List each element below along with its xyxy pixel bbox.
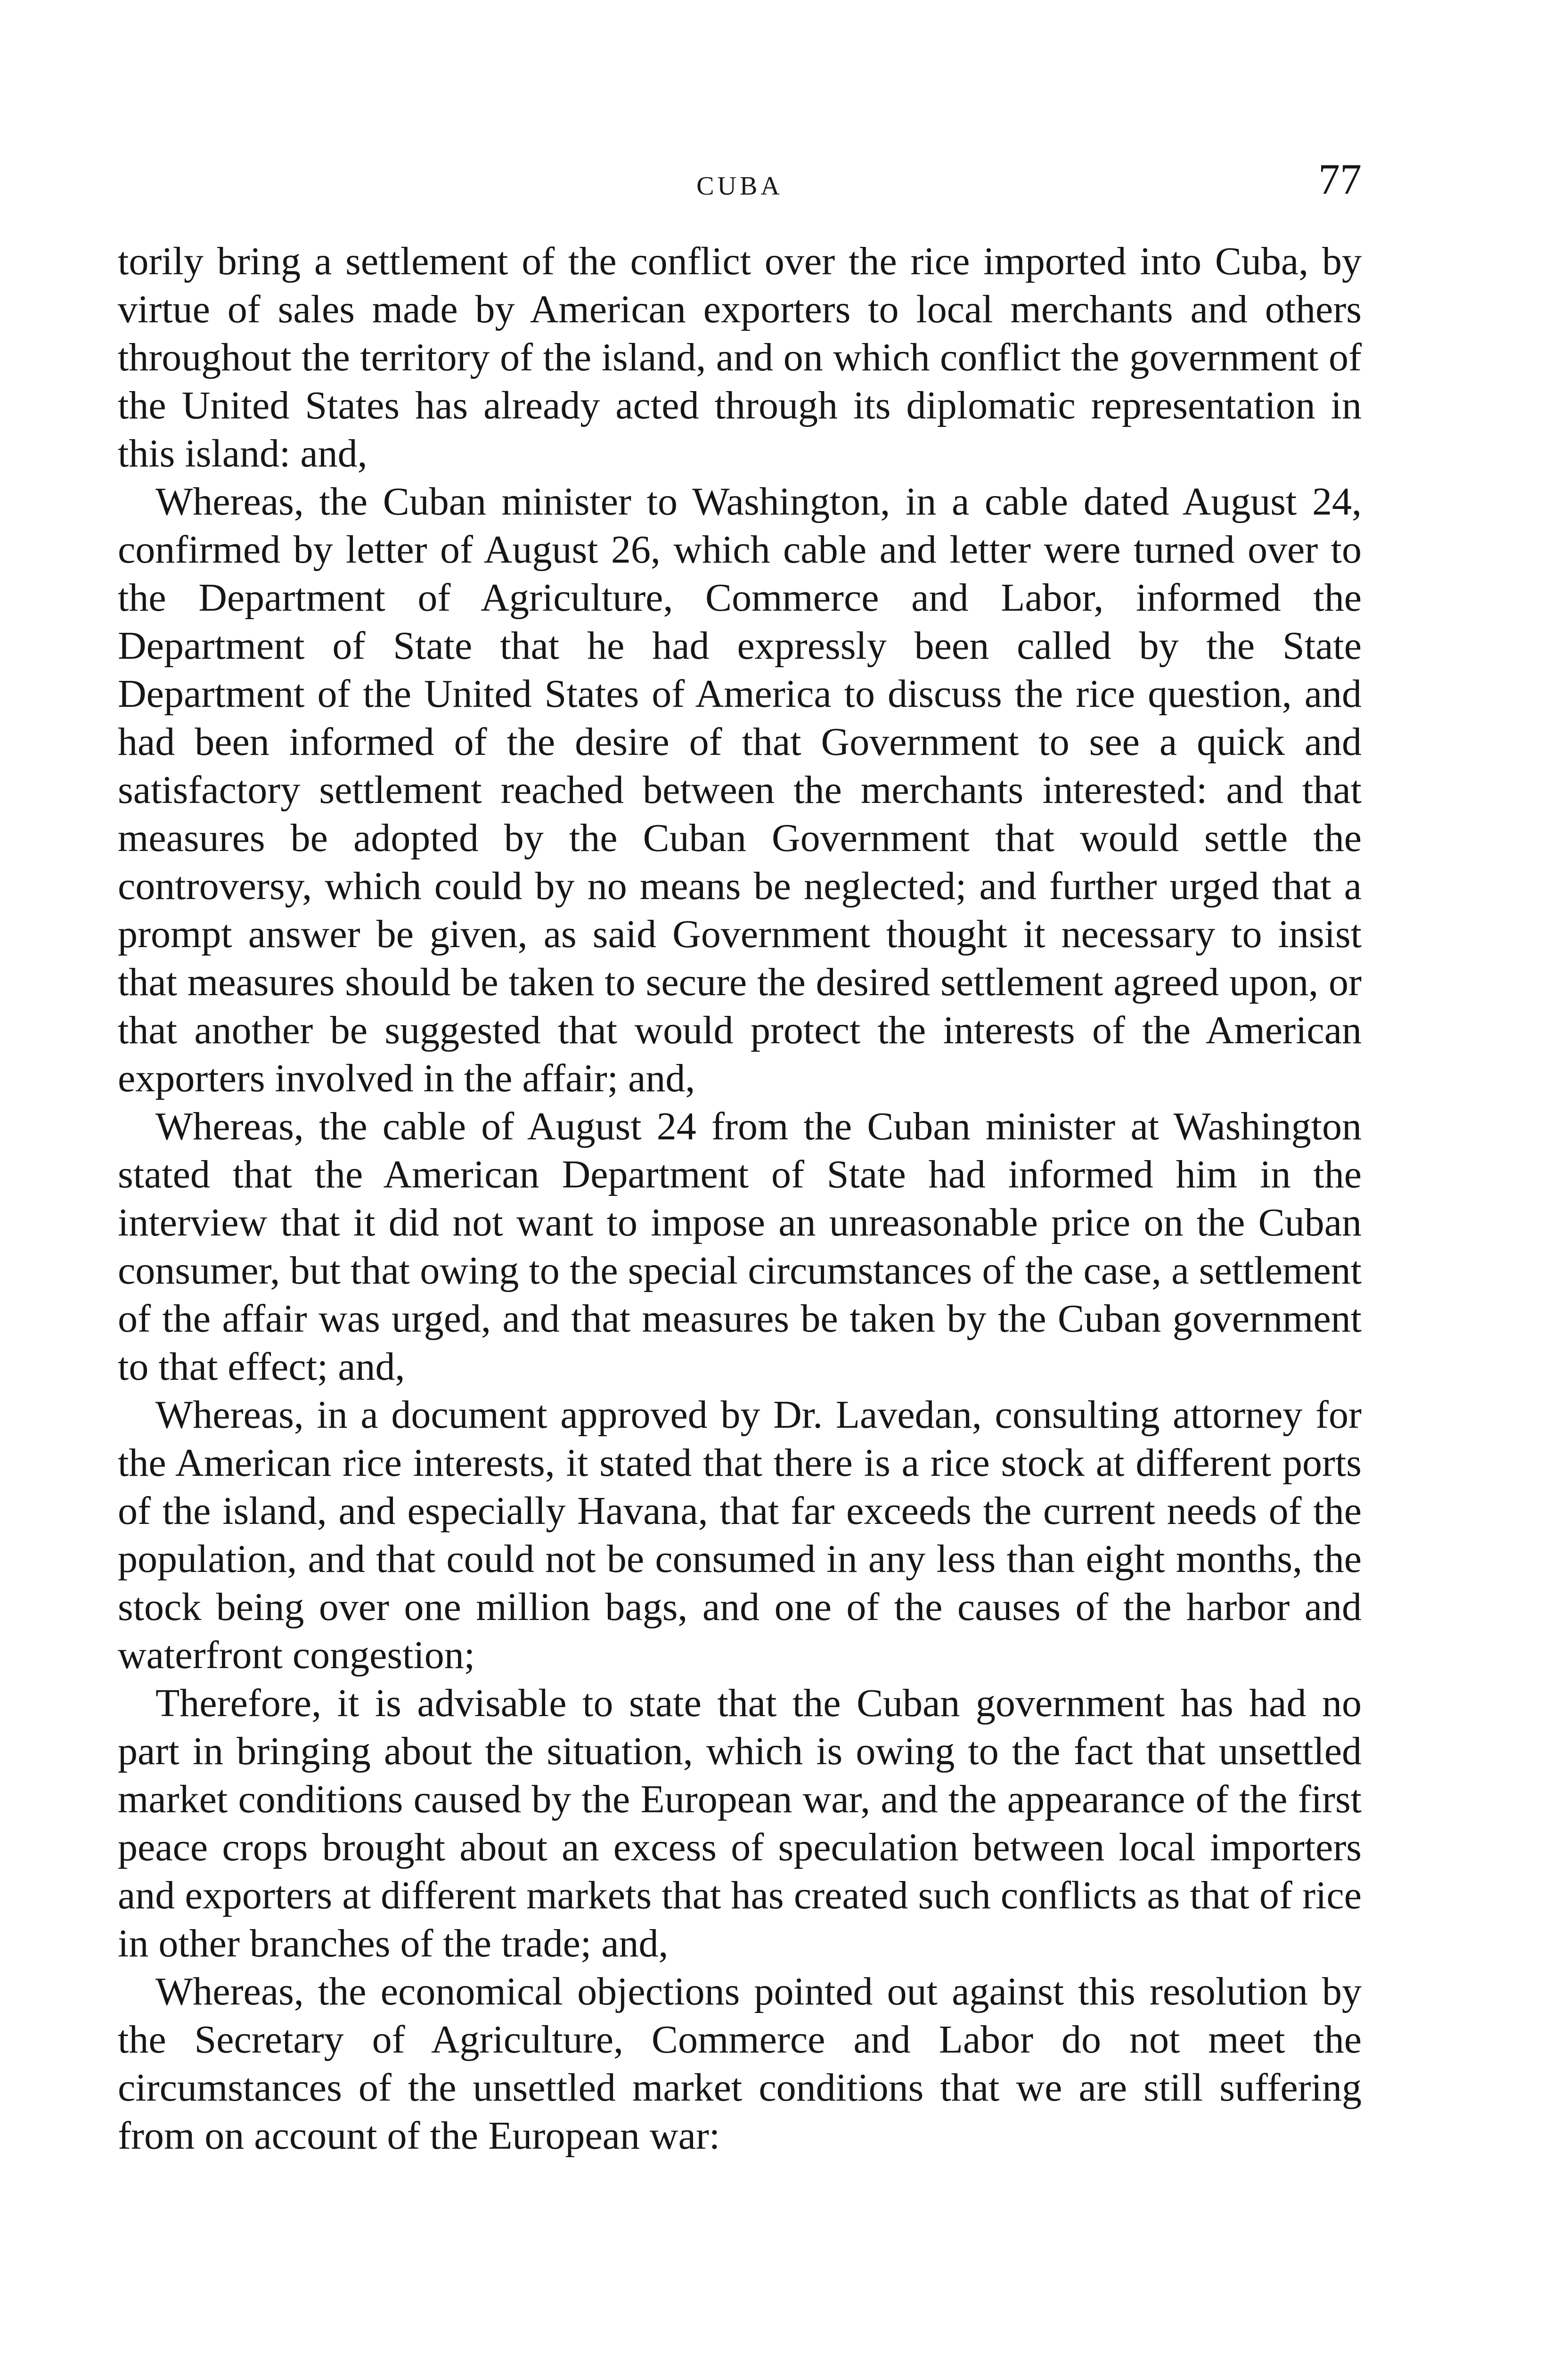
- paragraph-whereas-document: Whereas, in a document approved by Dr. Lavedan, consulting attorney for the American rice interests, it stated that there is a rice stock at different ports of the island, and especially Havana, that far exceeds the current needs of the population, and that could not be consumed in any less than eight months, the stock being over one million bags, and one of the causes of the harbor and waterfront congestion;: [118, 1393, 1362, 1677]
- running-title: CUBA: [696, 172, 783, 201]
- body-text: [118, 237, 1362, 2160]
- paragraph-whereas-objections: Whereas, the economical objections pointed out against this resolution by the Secretary of Agriculture, Commerce and Labor do not meet the circumstances of the unsettled market conditions that we are still suffering from on account of the European war:: [118, 1970, 1362, 2158]
- page-number: 77: [1318, 155, 1362, 203]
- running-head: [118, 155, 1362, 207]
- paragraph-whereas-cuban-minister: Whereas, the Cuban minister to Washington, in a cable dated August 24, confirmed by letter of August 26, which cable and letter were turned over to the Department of Agriculture, Commerce and Labor, informed the Department of State that he had expressly been called by the State Department of the United States of America to discuss the rice question, and had been informed of the desire of that Government to see a quick and satisfactory settlement reached between the merchants interested: and that measures be adopted by the Cuban Government that would settle the controversy, which could by no means be neglected; and further urged that a prompt answer be given, as said Government thought it necessary to insist that measures should be taken to secure the desired settlement agreed upon, or that another be suggested that would protect the interests of the American exporters involved in the affair; and,: [118, 480, 1362, 1100]
- paragraph-whereas-cable: Whereas, the cable of August 24 from the Cuban minister at Washington stated that the American Department of State had informed him in the interview that it did not want to impose an unreasonable price on the Cuban consumer, but that owing to the special circumstances of the case, a settlement of the affair was urged, and that measures be taken by the Cuban government to that effect; and,: [118, 1104, 1362, 1389]
- paragraph-therefore: Therefore, it is advisable to state that the Cuban government has had no part in bringing about the situation, which is owing to the fact that unsettled market conditions caused by the European war, and the appearance of the first peace crops brought about an excess of speculation between local importers and exporters at different markets that has created such conflicts as that of rice in other branches of the trade; and,: [118, 1681, 1362, 1965]
- paragraph-continuation: torily bring a settlement of the conflict over the rice imported into Cuba, by virtue of sales made by American exporters to local merchants and others throughout the territory of the island, and on which conflict the government of the United States has already acted through its diplomatic representation in this island: and,: [118, 239, 1362, 475]
